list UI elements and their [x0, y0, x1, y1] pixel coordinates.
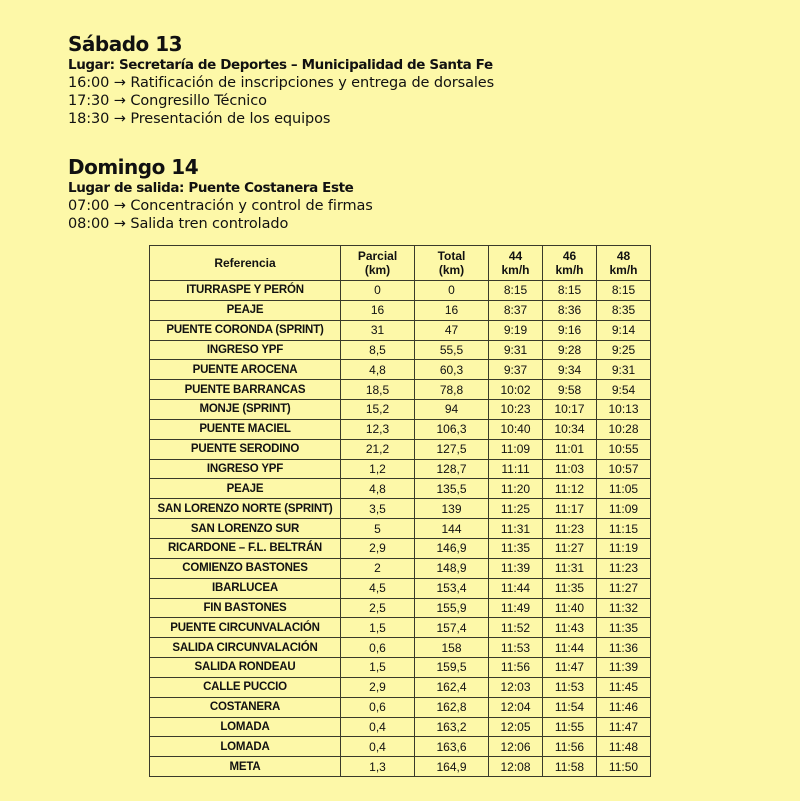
cell-time-46: 9:58	[543, 380, 597, 400]
cell-time-44: 11:35	[489, 538, 543, 558]
cell-total-km: 47	[415, 320, 489, 340]
cell-partial-km: 2,9	[341, 538, 415, 558]
cell-time-46: 11:56	[543, 737, 597, 757]
cell-total-km: 16	[415, 300, 489, 320]
cell-reference: INGRESO YPF	[150, 340, 341, 360]
cell-partial-km: 2,5	[341, 598, 415, 618]
cell-partial-km: 1,5	[341, 618, 415, 638]
cell-time-48: 11:32	[597, 598, 651, 618]
cell-reference: CALLE PUCCIO	[150, 677, 341, 697]
cell-time-44: 11:09	[489, 439, 543, 459]
cell-partial-km: 21,2	[341, 439, 415, 459]
cell-partial-km: 1,2	[341, 459, 415, 479]
table-row	[150, 300, 651, 320]
schedule-item: 16:00 → Ratificación de inscripciones y entrega de dorsales	[68, 75, 495, 91]
cell-time-44: 9:19	[489, 320, 543, 340]
cell-time-46: 11:12	[543, 479, 597, 499]
header-text: Total	[437, 249, 466, 263]
cell-time-48: 10:13	[597, 400, 651, 420]
cell-time-44: 10:40	[489, 419, 543, 439]
cell-partial-km: 4,8	[341, 479, 415, 499]
cell-time-46: 11:01	[543, 439, 597, 459]
cell-time-48: 9:31	[597, 360, 651, 380]
cell-total-km: 127,5	[415, 439, 489, 459]
cell-partial-km: 16	[341, 300, 415, 320]
cell-time-46: 11:53	[543, 677, 597, 697]
table-row	[150, 439, 651, 459]
cell-partial-km: 8,5	[341, 340, 415, 360]
cell-reference: ITURRASPE Y PERÓN	[150, 281, 341, 301]
header-speed-48	[597, 246, 651, 281]
cell-reference: PUENTE CORONDA (SPRINT)	[150, 320, 341, 340]
cell-time-46: 11:43	[543, 618, 597, 638]
cell-partial-km: 18,5	[341, 380, 415, 400]
table-row	[150, 677, 651, 697]
table-row	[150, 658, 651, 678]
cell-total-km: 155,9	[415, 598, 489, 618]
cell-partial-km: 1,3	[341, 757, 415, 777]
cell-total-km: 163,2	[415, 717, 489, 737]
table-row	[150, 459, 651, 479]
cell-time-48: 11:23	[597, 558, 651, 578]
cell-time-48: 11:47	[597, 717, 651, 737]
table-row	[150, 419, 651, 439]
cell-time-46: 11:47	[543, 658, 597, 678]
cell-time-48: 11:27	[597, 578, 651, 598]
cell-reference: SAN LORENZO SUR	[150, 519, 341, 539]
schedule-item: 07:00 → Concentración y control de firmas	[68, 198, 373, 214]
cell-partial-km: 0,6	[341, 697, 415, 717]
cell-time-46: 11:54	[543, 697, 597, 717]
cell-total-km: 94	[415, 400, 489, 420]
sunday-place: Lugar de salida: Puente Costanera Este	[68, 180, 354, 196]
cell-time-44: 9:31	[489, 340, 543, 360]
cell-time-46: 10:34	[543, 419, 597, 439]
cell-total-km: 0	[415, 281, 489, 301]
cell-time-44: 12:05	[489, 717, 543, 737]
table-row	[150, 281, 651, 301]
header-text: Referencia	[214, 256, 276, 270]
cell-time-44: 12:08	[489, 757, 543, 777]
cell-time-46: 11:17	[543, 499, 597, 519]
cell-total-km: 162,8	[415, 697, 489, 717]
cell-time-48: 9:25	[597, 340, 651, 360]
table-row	[150, 499, 651, 519]
cell-time-48: 9:54	[597, 380, 651, 400]
cell-reference: INGRESO YPF	[150, 459, 341, 479]
table-body	[150, 281, 651, 777]
cell-partial-km: 3,5	[341, 499, 415, 519]
table-row	[150, 618, 651, 638]
table-row	[150, 697, 651, 717]
cell-time-44: 12:03	[489, 677, 543, 697]
cell-time-44: 11:44	[489, 578, 543, 598]
cell-time-46: 11:23	[543, 519, 597, 539]
cell-time-46: 10:17	[543, 400, 597, 420]
cell-time-44: 11:56	[489, 658, 543, 678]
cell-time-46: 11:44	[543, 638, 597, 658]
cell-reference: PUENTE AROCENA	[150, 360, 341, 380]
header-unit: km/h	[501, 263, 530, 277]
header-unit: km/h	[555, 263, 584, 277]
cell-time-48: 11:36	[597, 638, 651, 658]
cell-reference: SALIDA CIRCUNVALACIÓN	[150, 638, 341, 658]
header-referencia	[150, 246, 341, 281]
table-row	[150, 320, 651, 340]
cell-partial-km: 0	[341, 281, 415, 301]
cell-time-48: 10:28	[597, 419, 651, 439]
cell-time-46: 11:58	[543, 757, 597, 777]
cell-partial-km: 15,2	[341, 400, 415, 420]
header-text: 48	[616, 249, 631, 263]
cell-partial-km: 31	[341, 320, 415, 340]
cell-time-48: 11:46	[597, 697, 651, 717]
cell-time-44: 9:37	[489, 360, 543, 380]
schedule-item: 17:30 → Congresillo Técnico	[68, 93, 267, 109]
cell-time-46: 8:36	[543, 300, 597, 320]
cell-time-48: 11:48	[597, 737, 651, 757]
cell-time-48: 8:35	[597, 300, 651, 320]
cell-total-km: 128,7	[415, 459, 489, 479]
cell-total-km: 158	[415, 638, 489, 658]
saturday-title: Sábado 13	[68, 32, 183, 56]
table-header-row	[150, 246, 651, 281]
header-text: Parcial	[357, 249, 398, 263]
cell-partial-km: 2,9	[341, 677, 415, 697]
cell-time-44: 11:31	[489, 519, 543, 539]
cell-total-km: 159,5	[415, 658, 489, 678]
cell-time-48: 10:55	[597, 439, 651, 459]
cell-time-46: 9:16	[543, 320, 597, 340]
table-row	[150, 479, 651, 499]
cell-time-48: 9:14	[597, 320, 651, 340]
cell-partial-km: 1,5	[341, 658, 415, 678]
table-row	[150, 757, 651, 777]
cell-time-46: 11:03	[543, 459, 597, 479]
cell-total-km: 148,9	[415, 558, 489, 578]
cell-total-km: 157,4	[415, 618, 489, 638]
cell-time-48: 10:57	[597, 459, 651, 479]
cell-time-44: 8:15	[489, 281, 543, 301]
cell-time-44: 10:23	[489, 400, 543, 420]
cell-partial-km: 4,8	[341, 360, 415, 380]
table-row	[150, 737, 651, 757]
sunday-title: Domingo 14	[68, 155, 199, 179]
cell-time-44: 11:39	[489, 558, 543, 578]
cell-time-44: 12:04	[489, 697, 543, 717]
cell-time-46: 11:35	[543, 578, 597, 598]
cell-time-48: 11:09	[597, 499, 651, 519]
cell-time-46: 11:31	[543, 558, 597, 578]
table-row	[150, 558, 651, 578]
cell-total-km: 135,5	[415, 479, 489, 499]
cell-reference: RICARDONE – F.L. BELTRÁN	[150, 538, 341, 558]
header-text: 46	[562, 249, 577, 263]
cell-time-44: 11:52	[489, 618, 543, 638]
cell-partial-km: 0,6	[341, 638, 415, 658]
table-row	[150, 538, 651, 558]
table-row	[150, 360, 651, 380]
table-row	[150, 638, 651, 658]
cell-time-48: 11:19	[597, 538, 651, 558]
header-parcial	[341, 246, 415, 281]
table-row	[150, 380, 651, 400]
cell-time-48: 11:45	[597, 677, 651, 697]
cell-reference: PEAJE	[150, 300, 341, 320]
cell-total-km: 164,9	[415, 757, 489, 777]
cell-reference: LOMADA	[150, 737, 341, 757]
cell-total-km: 139	[415, 499, 489, 519]
route-timetable	[149, 245, 651, 777]
saturday-section	[68, 32, 494, 128]
schedule-item: 18:30 → Presentación de los equipos	[68, 111, 331, 127]
cell-reference: MONJE (SPRINT)	[150, 400, 341, 420]
cell-reference: PEAJE	[150, 479, 341, 499]
cell-total-km: 163,6	[415, 737, 489, 757]
cell-time-48: 11:35	[597, 618, 651, 638]
cell-time-48: 11:05	[597, 479, 651, 499]
cell-reference: PUENTE BARRANCAS	[150, 380, 341, 400]
sunday-section	[68, 155, 373, 233]
cell-time-44: 12:06	[489, 737, 543, 757]
cell-partial-km: 0,4	[341, 717, 415, 737]
cell-time-46: 11:55	[543, 717, 597, 737]
table-row	[150, 400, 651, 420]
cell-partial-km: 5	[341, 519, 415, 539]
cell-time-44: 11:11	[489, 459, 543, 479]
cell-reference: PUENTE MACIEL	[150, 419, 341, 439]
cell-reference: COSTANERA	[150, 697, 341, 717]
table-row	[150, 717, 651, 737]
cell-partial-km: 4,5	[341, 578, 415, 598]
cell-total-km: 60,3	[415, 360, 489, 380]
cell-reference: SAN LORENZO NORTE (SPRINT)	[150, 499, 341, 519]
cell-time-44: 11:49	[489, 598, 543, 618]
table-row	[150, 519, 651, 539]
cell-time-46: 9:28	[543, 340, 597, 360]
cell-time-44: 11:53	[489, 638, 543, 658]
saturday-place: Lugar: Secretaría de Deportes – Municipalidad de Santa Fe	[68, 57, 493, 73]
cell-total-km: 146,9	[415, 538, 489, 558]
cell-partial-km: 0,4	[341, 737, 415, 757]
header-unit: km/h	[609, 263, 638, 277]
cell-reference: FIN BASTONES	[150, 598, 341, 618]
header-speed-46	[543, 246, 597, 281]
cell-time-46: 8:15	[543, 281, 597, 301]
header-unit: (km)	[438, 263, 465, 277]
table-row	[150, 340, 651, 360]
cell-reference: PUENTE SERODINO	[150, 439, 341, 459]
cell-time-48: 11:15	[597, 519, 651, 539]
cell-total-km: 153,4	[415, 578, 489, 598]
header-text: 44	[508, 249, 523, 263]
cell-time-44: 8:37	[489, 300, 543, 320]
cell-time-46: 11:40	[543, 598, 597, 618]
cell-reference: COMIENZO BASTONES	[150, 558, 341, 578]
cell-partial-km: 2	[341, 558, 415, 578]
schedule-item: 08:00 → Salida tren controlado	[68, 216, 289, 232]
cell-total-km: 78,8	[415, 380, 489, 400]
cell-reference: META	[150, 757, 341, 777]
cell-time-48: 11:50	[597, 757, 651, 777]
table-row	[150, 598, 651, 618]
cell-reference: SALIDA RONDEAU	[150, 658, 341, 678]
cell-time-46: 9:34	[543, 360, 597, 380]
header-speed-44	[489, 246, 543, 281]
cell-time-48: 11:39	[597, 658, 651, 678]
cell-reference: LOMADA	[150, 717, 341, 737]
cell-reference: PUENTE CIRCUNVALACIÓN	[150, 618, 341, 638]
cell-total-km: 55,5	[415, 340, 489, 360]
cell-total-km: 162,4	[415, 677, 489, 697]
cell-time-44: 11:20	[489, 479, 543, 499]
cell-total-km: 144	[415, 519, 489, 539]
cell-reference: IBARLUCEA	[150, 578, 341, 598]
header-unit: (km)	[364, 263, 391, 277]
cell-total-km: 106,3	[415, 419, 489, 439]
table-row	[150, 578, 651, 598]
cell-time-46: 11:27	[543, 538, 597, 558]
cell-time-44: 11:25	[489, 499, 543, 519]
cell-partial-km: 12,3	[341, 419, 415, 439]
cell-time-48: 8:15	[597, 281, 651, 301]
cell-time-44: 10:02	[489, 380, 543, 400]
header-total	[415, 246, 489, 281]
